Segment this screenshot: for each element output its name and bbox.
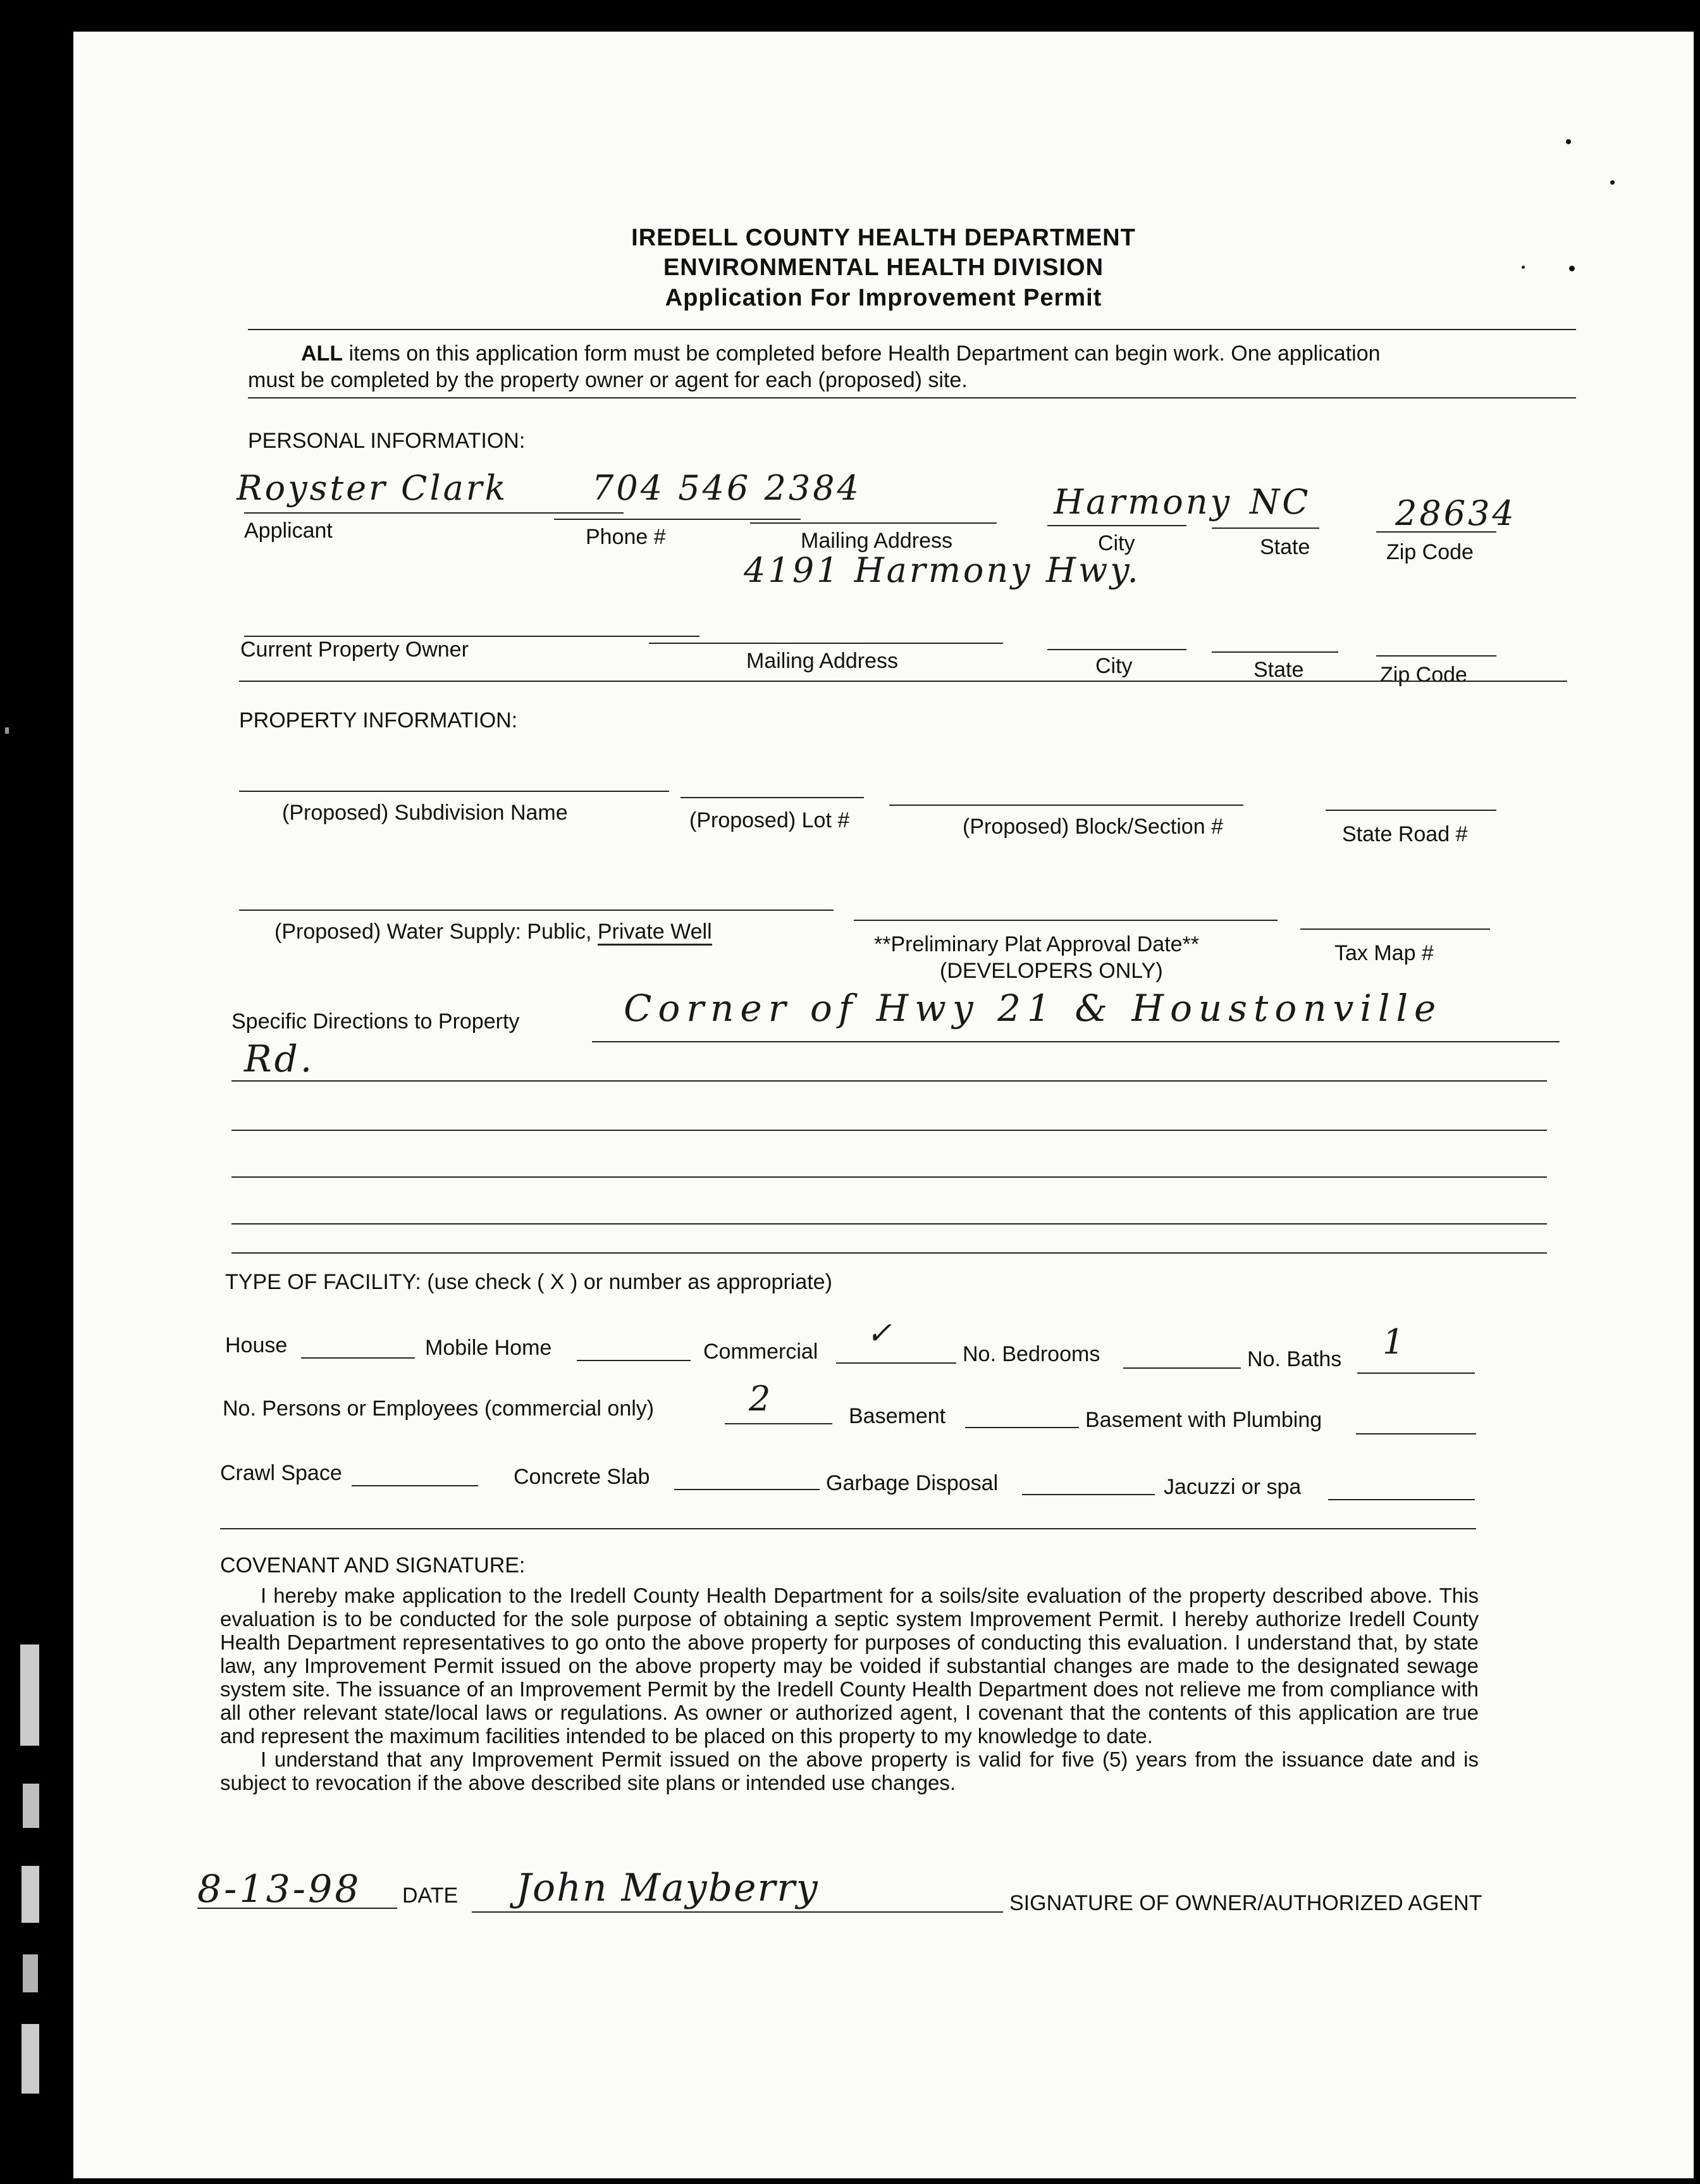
house-line [301,1357,415,1359]
intro-line-2: must be completed by the property owner or agent for each (proposed) site. [248,368,968,392]
city-line [1047,525,1186,526]
scan-edge [0,0,73,2181]
state-road-line [1326,810,1496,811]
basement-plumbing-label: Basement with Plumbing [1085,1408,1322,1432]
zip-label: Zip Code [1386,540,1474,564]
owner-state-label: State [1253,658,1304,682]
plat-date-label: **Preliminary Plat Approval Date** [874,932,1200,956]
signature-line [472,1911,1003,1913]
division-title: ENVIRONMENTAL HEALTH DIVISION [663,254,1104,281]
persons-line [725,1423,832,1424]
state-road-label: State Road # [1342,822,1468,846]
bedrooms-line [1123,1367,1241,1369]
intro-rule [248,397,1576,398]
directions-value-1: Corner of Hwy 21 & Houstonville [624,987,1443,1030]
signature-label: SIGNATURE OF OWNER/AUTHORIZED AGENT [1009,1891,1482,1915]
water-supply-text: (Proposed) Water Supply: Public, [274,920,592,944]
tax-map-label: Tax Map # [1334,941,1434,965]
lot-label: (Proposed) Lot # [689,808,850,832]
directions-line-5 [231,1223,1547,1225]
covenant-section-title: COVENANT AND SIGNATURE: [220,1553,526,1577]
subdivision-label: (Proposed) Subdivision Name [282,801,568,825]
mailing-line [750,522,997,524]
persons-label: No. Persons or Employees (commercial only) [223,1397,655,1421]
covenant-paragraph-1: I hereby make application to the Iredell County Health Department for a soils/site evaluation of the property described above. This evaluation is to be conducted for the sole purpose of obtaining a septic system Improvement Permit. I hereby authorize Iredell County Health Department representatives to go onto the above property for purposes of conducting this evaluation. I understand that, by state law, any Improvement Permit issued on the above property may be voided if substantial changes are made to the designated sewage system site. The issuance of an Improvement Permit by the Iredell County Health Department does not relieve me from compliance with all other relevant state/local laws or regulations. As owner or authorized agent, I covenant that the contents of this application are true and represent the maximum facilities intended to be placed on this property to my knowledge to date. [220,1584,1479,1748]
phone-line [554,519,801,520]
tax-map-line [1300,929,1490,930]
covenant-text [220,1584,1479,1794]
applicant-value: Royster Clark [237,468,508,508]
date-line [197,1908,397,1909]
owner-city-label: City [1095,654,1133,678]
covenant-paragraph-2: I understand that any Improvement Permit issued on the above property is valid for five (5) years from the issuance date and is subject to revocation if the above described site plans or intended use changes. [220,1748,1479,1794]
scan-speck [1610,180,1615,185]
permit-application-page [73,32,1694,2178]
bedrooms-label: No. Bedrooms [963,1342,1100,1366]
commercial-check: ✓ [866,1316,895,1351]
crawl-space-label: Crawl Space [220,1461,342,1485]
owner-state-line [1212,651,1338,653]
intro-all-word: ALL [301,342,343,366]
owner-line [244,636,699,637]
plat-date-line [854,920,1278,921]
phone-label: Phone # [586,525,666,549]
mobile-home-line [577,1360,691,1361]
baths-line [1357,1373,1475,1374]
zip-value: 28634 [1395,493,1517,533]
owner-city-line [1047,649,1186,650]
directions-line-3 [231,1130,1547,1131]
state-line [1212,527,1319,529]
commercial-line [836,1362,956,1364]
owner-mailing-line [649,643,1003,644]
facility-bottom-rule [220,1528,1476,1529]
owner-mailing-label: Mailing Address [746,649,899,673]
commercial-label: Commercial [703,1340,818,1364]
concrete-slab-label: Concrete Slab [514,1465,650,1489]
water-supply-label [274,920,712,944]
garbage-disposal-line [1022,1494,1155,1495]
signature-value: John Mayberry [516,1866,819,1910]
baths-label: No. Baths [1247,1347,1342,1371]
water-supply-line [239,910,834,911]
header-rule [248,329,1576,330]
property-section-title: PROPERTY INFORMATION: [239,708,518,732]
owner-label: Current Property Owner [240,638,469,662]
subdivision-line [239,791,669,792]
directions-line-1 [592,1041,1560,1042]
applicant-line [244,512,624,514]
personal-section-title: PERSONAL INFORMATION: [248,429,526,453]
state-value: NC [1250,482,1311,522]
basement-label: Basement [849,1404,946,1428]
state-label: State [1260,535,1310,559]
concrete-slab-line [674,1489,820,1490]
directions-line-2 [231,1080,1547,1082]
department-title: IREDELL COUNTY HEALTH DEPARTMENT [631,225,1136,251]
developers-only-label: (DEVELOPERS ONLY) [940,959,1163,983]
directions-value-2: Rd. [244,1037,315,1080]
owner-zip-line [1376,655,1496,657]
phone-value: 704 546 2384 [592,468,861,508]
intro-line-1 [301,342,1381,366]
mobile-home-label: Mobile Home [425,1336,552,1360]
personal-bottom-rule [239,681,1567,682]
city-value: Harmony [1054,482,1233,522]
city-label: City [1098,531,1135,555]
block-line [889,805,1243,806]
basement-plumbing-line [1356,1433,1476,1434]
mailing-address-value: 4191 Harmony Hwy. [744,550,1141,590]
applicant-label: Applicant [244,519,333,543]
date-value: 8-13-98 [197,1867,362,1911]
form-title: Application For Improvement Permit [665,285,1102,311]
owner-zip-label: Zip Code [1380,663,1467,687]
directions-line-4 [231,1176,1547,1178]
persons-value: 2 [749,1379,773,1419]
scan-edge-marks [0,0,73,2181]
lot-line [681,797,864,798]
directions-line-6 [231,1252,1547,1254]
zip-line [1376,531,1496,533]
scan-speck [1566,139,1571,144]
mailing-label: Mailing Address [801,529,953,553]
intro-line-1-text: items on this application form must be completed before Health Department can begin work. One application [348,342,1381,366]
jacuzzi-line [1328,1499,1475,1500]
baths-value: 1 [1383,1322,1407,1362]
date-label: DATE [402,1884,459,1908]
garbage-disposal-label: Garbage Disposal [826,1471,999,1495]
crawl-space-line [352,1485,478,1486]
facility-section-title: TYPE OF FACILITY: (use check ( X ) or number as appropriate) [225,1270,832,1294]
block-label: (Proposed) Block/Section # [963,815,1223,839]
directions-label: Specific Directions to Property [231,1009,520,1033]
jacuzzi-label: Jacuzzi or spa [1164,1475,1302,1499]
house-label: House [225,1333,288,1357]
basement-line [965,1427,1079,1428]
water-private-well: Private Well [598,920,712,946]
